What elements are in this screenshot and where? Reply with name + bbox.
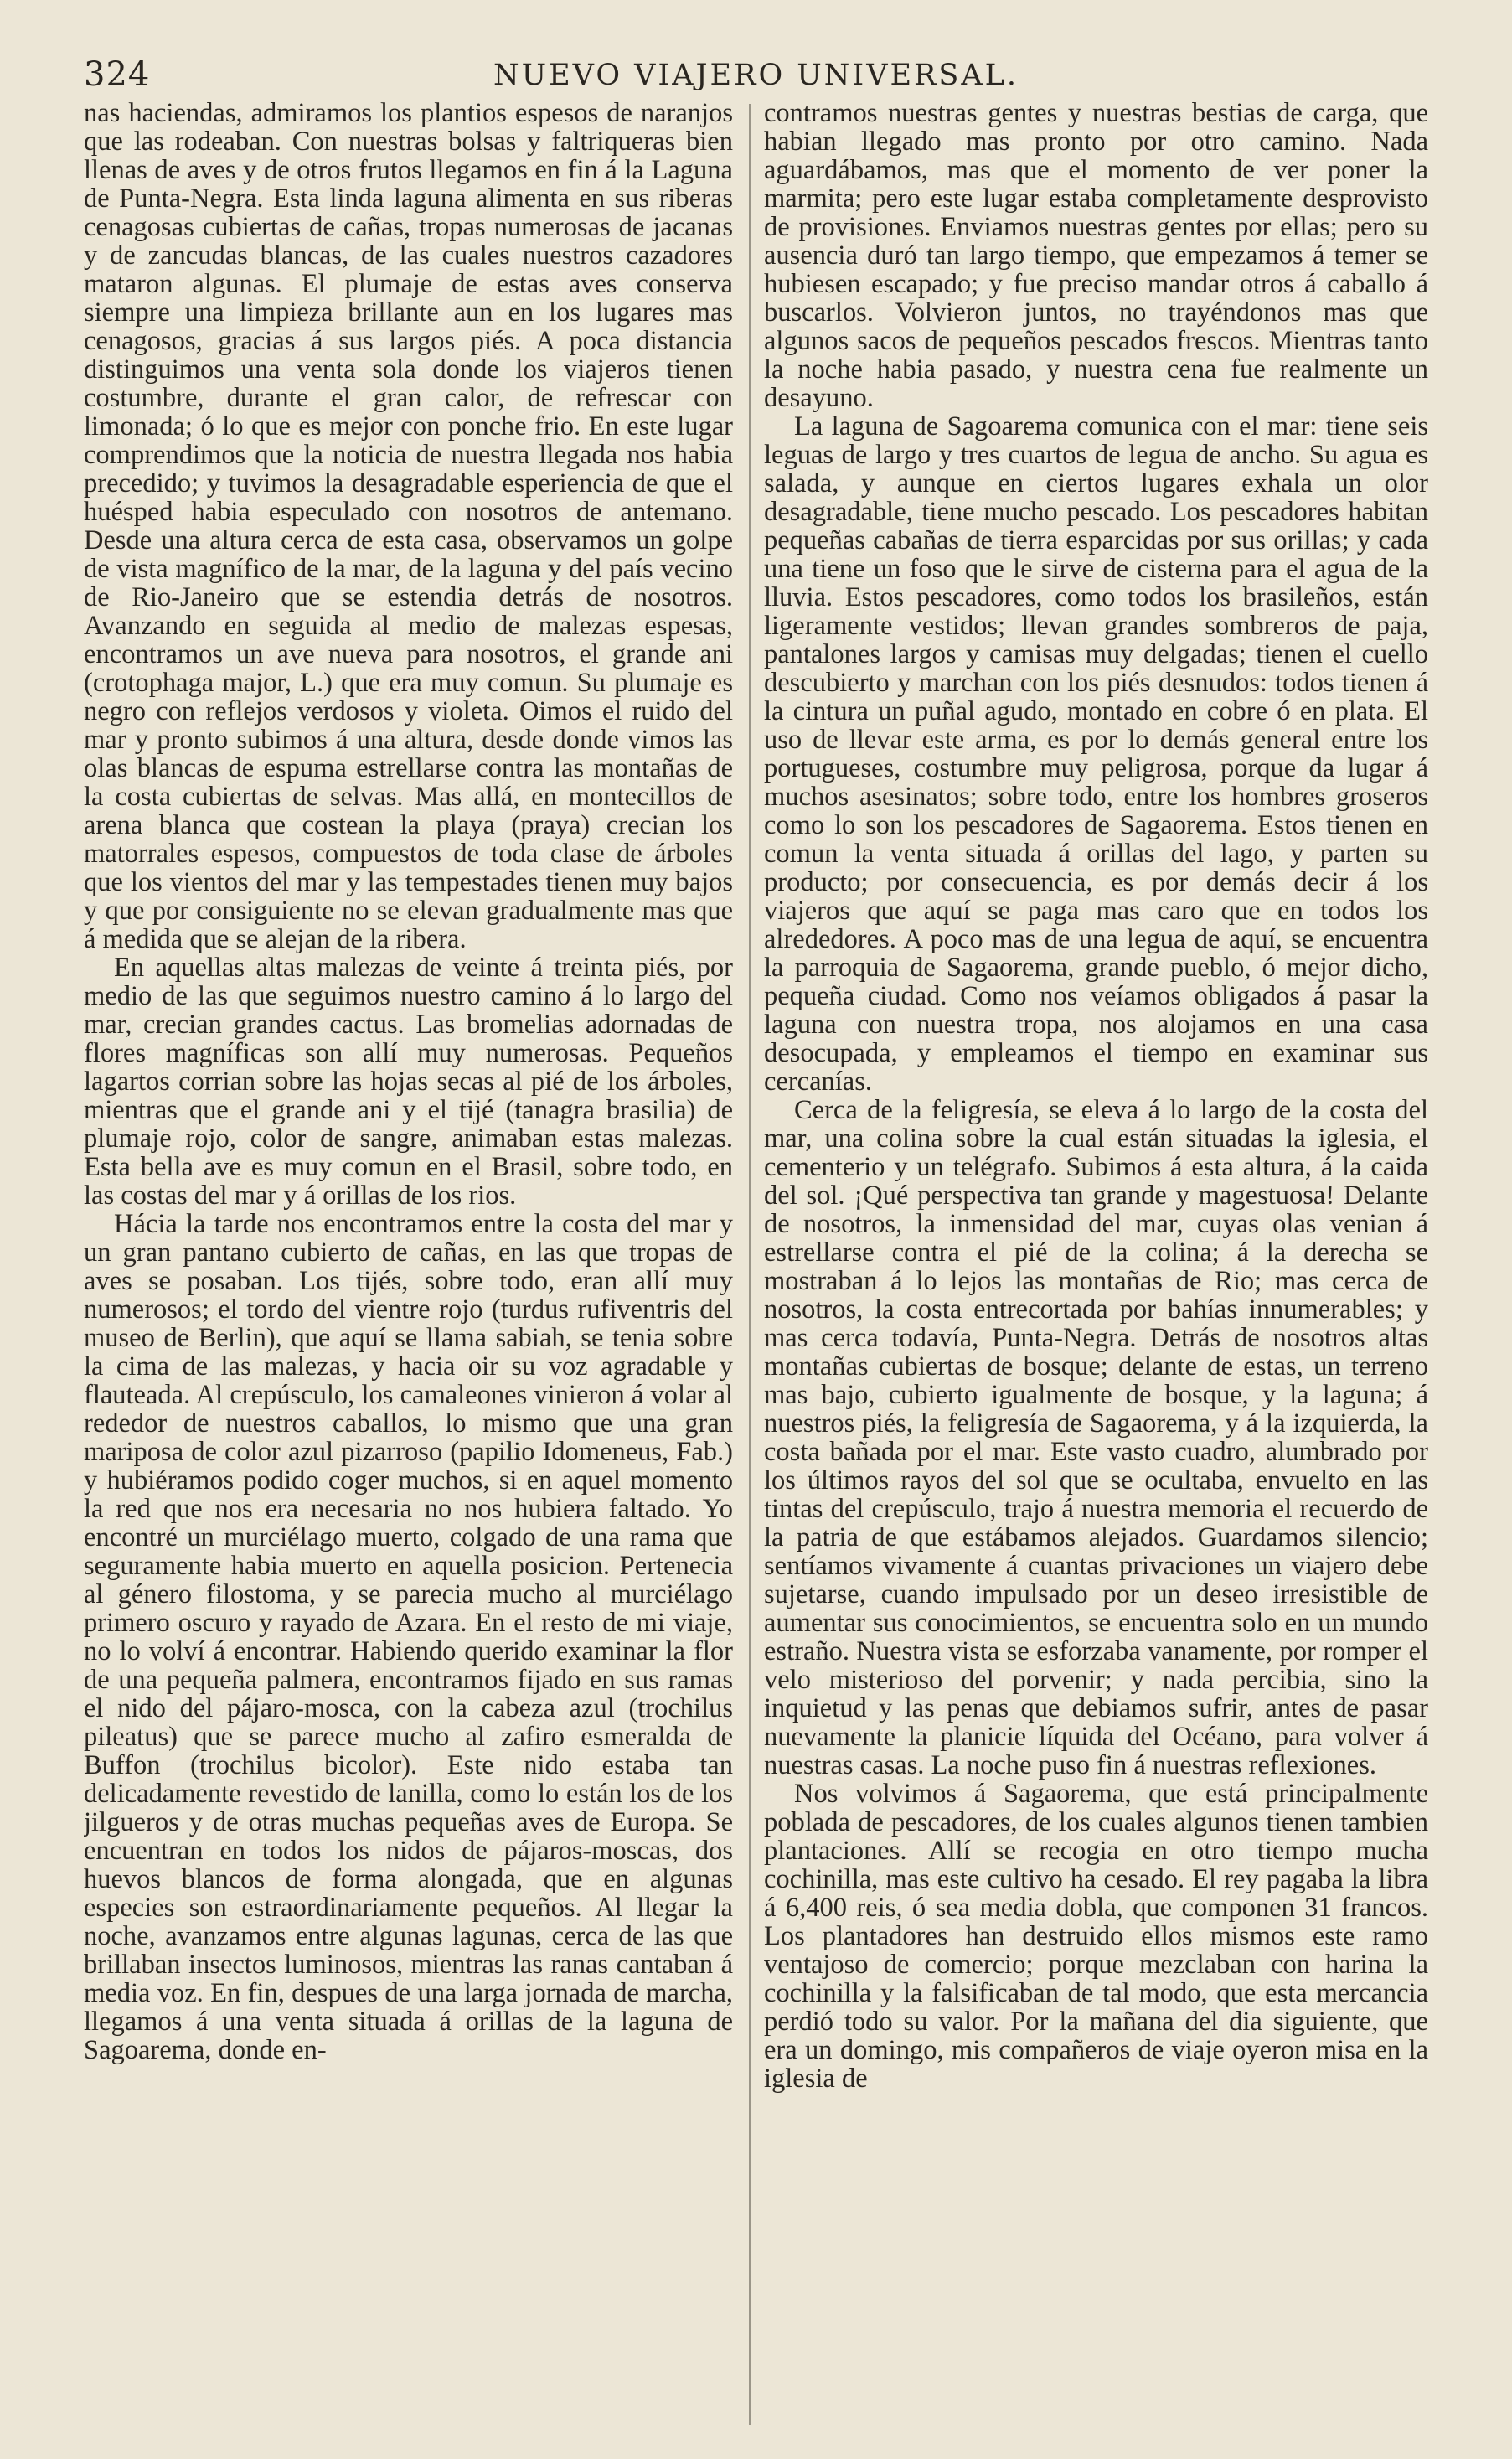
paragraph: La laguna de Sagoarema comunica con el mar: tiene seis leguas de largo y tres cuartos de legua de ancho. Su agua es salada, y aunque en ciertos lugares exhala un olor desagradable, tiene mucho pescado. Los pescadores habitan pequeñas cabañas de tierra esparcidas por sus orillas; y cada una tiene un foso que le sirve de cisterna para el agua de la lluvia. Estos pescadores, como todos los brasileños, están ligeramente vestidos; llevan grandes sombreros de paja, pantalones largos y camisas muy delgadas; tienen el cuello descubierto y marchan con los piés desnudos: todos tienen á la cintura un puñal agudo, montado en cobre ó en plata. El uso de llevar este arma, es por lo demás general entre los portugueses, costumbre muy peligrosa, porque da lugar á muchos asesinatos; sobre todo, entre los hombres groseros como lo son los pescadores de Sagaorema. Estos tienen en comun la venta situada á orillas del lago, y parten su producto; por consecuencia, es por demás decir á los viajeros que aquí se paga mas caro que en todos los alrededores. A poco mas de una legua de aquí, se encuentra la parroquia de Sagaorema, grande pueblo, ó mejor dicho, pequeña ciudad. Como nos veíamos obligados á pasar la laguna con nuestra tropa, nos alojamos en una casa desocupada, y empleamos el tiempo en examinar sus cercanías. [764, 411, 1428, 1097]
paragraph: nas haciendas, admiramos los plantios espesos de naranjos que las rodeaban. Con nuestras bolsas y faltriqueras bien llenas de aves y de otros frutos llegamos en fin á la Laguna de Punta-Negra. Esta linda laguna alimenta en sus riberas cenagosas cubiertas de cañas, tropas numerosas de jacanas y de zancudas blancas, de las cuales nuestros cazadores mataron algunas. El plumaje de estas aves conserva siempre una limpieza brillante aun en los lugares mas cenagosos, gracias á sus largos piés. A poca distancia distinguimos una venta sola donde los viajeros tienen costumbre, durante el gran calor, de refrescar con limonada; ó lo que es mejor con ponche frio. En este lugar comprendimos que la noticia de nuestra llegada nos habia precedido; y tuvimos la desagradable esperiencia de que el huésped habia especulado con nosotros de antemano. Desde una altura cerca de esta casa, observamos un golpe de vista magnífico de la mar, de la laguna y del país vecino de Rio-Janeiro que se estendia detrás de nosotros. Avanzando en seguida al medio de malezas espesas, encontramos un ave nueva para nosotros, el grande ani (crotophaga major, L.) que era muy comun. Su plumaje es negro con reflejos verdosos y violeta. Oimos el ruido del mar y pronto subimos á una altura, desde donde vimos las olas blancas de espuma estrellarse contra las montañas de la costa cubiertas de selvas. Mas allá, en montecillos de arena blanca que costean la playa (praya) crecian los matorrales espesos, compuestos de toda clase de árboles que los vientos del mar y las tempestades tienen muy bajos y que por consiguiente no se elevan gradualmente mas que á medida que se alejan de la ribera. [84, 99, 733, 954]
right-column [764, 99, 1428, 2436]
paragraph: Hácia la tarde nos encontramos entre la costa del mar y un gran pantano cubierto de cañas, en las que tropas de aves se posaban. Los tijés, sobre todo, eran allí muy numerosos; el tordo del vientre rojo (turdus rufiventris del museo de Berlin), que aquí se llama sabiah, se tenia sobre la cima de las malezas, y hacia oir su voz agradable y flauteada. Al crepúsculo, los camaleones vinieron á volar al rededor de nuestros caballos, lo mismo que una gran mariposa de color azul pizarroso (papilio Idomeneus, Fab.) y hubiéramos podido coger muchos, si en aquel momento la red que nos era necesaria no nos hubiera faltado. Yo encontré un murciélago muerto, colgado de una rama que seguramente habia muerto en aquella posicion. Pertenecia al género filostoma, y se parecia mucho al murciélago primero oscuro y rayado de Azara. En el resto de mi viaje, no lo volví á encontrar. Habiendo querido examinar la flor de una pequeña palmera, encontramos fijado en sus ramas el nido del pájaro-mosca, con la cabeza azul (trochilus pileatus) que se parece mucho al zafiro esmeralda de Buffon (trochilus bicolor). Este nido estaba tan delicadamente revestido de lanilla, como lo están los de los jilgueros y de otras muchas pequeñas aves de Europa. Se encuentran en todos los nidos de pájaros-moscas, dos huevos blancos de forma alongada, que en algunas especies son estraordinariamente pequeños. Al llegar la noche, avanzamos entre algunas lagunas, cerca de las que brillaban insectos luminosos, mientras las ranas cantaban á media voz. En fin, despues de una larga jornada de marcha, llegamos á una venta situada á orillas de la laguna de Sagoarema, donde en- [84, 1209, 733, 2065]
paragraph: contramos nuestras gentes y nuestras bestias de carga, que habian llegado mas pronto por otro camino. Nada aguardábamos, mas que el momento de ver poner la marmita; pero este lugar estaba completamente desprovisto de provisiones. Enviamos nuestras gentes por ellas; pero su ausencia duró tan largo tiempo, que empezamos á temer se hubiesen escapado; y fue preciso mandar otros á caballo á buscarlos. Volvieron juntos, no trayéndonos mas que algunos sacos de pequeños pescados frescos. Mientras tanto la noche habia pasado, y nuestra cena fue realmente un desayuno. [764, 99, 1428, 413]
paragraph: Cerca de la feligresía, se eleva á lo largo de la costa del mar, una colina sobre la cual están situadas la iglesia, el cementerio y un telégrafo. Subimos á esta altura, á la caida del sol. ¡Qué perspectiva tan grande y magestuosa! Delante de nosotros, la inmensidad del mar, cuyas olas venian á estrellarse contra el pié de la colina; á la derecha se mostraban á lo lejos las montañas de Rio; mas cerca de nosotros, la costa entrecortada por bahías innumerables; y mas cerca todavía, Punta-Negra. Detrás de nosotros altas montañas cubiertas de bosque; delante de estas, un terreno mas bajo, cubierto igualmente de bosque, y la laguna; á nuestros piés, la feligresía de Sagaorema, y á la izquierda, la costa bañada por el mar. Este vasto cuadro, alumbrado por los últimos rayos del sol que se ocultaba, envuelto en las tintas del crepúsculo, trajo á nuestra memoria el recuerdo de la patria de que estábamos alejados. Guardamos silencio; sentíamos vivamente á cuantas privaciones un viajero debe sujetarse, cuando impulsado por un deseo irresistible de aumentar sus conocimientos, se encuentra solo en un mundo estraño. Nuestra vista se esforzaba vanamente, por romper el velo misterioso del porvenir; y nada percibia, sino la inquietud y las penas que debiamos sufrir, antes de pasar nuevamente la planicie líquida del Océano, para volver á nuestras casas. La noche puso fin á nuestras reflexiones. [764, 1095, 1428, 1780]
column-divider [749, 104, 751, 2425]
left-column [84, 99, 733, 2436]
text-columns [84, 99, 1428, 2436]
running-head [84, 55, 1428, 94]
page-number: 324 [84, 55, 151, 94]
paragraph: Nos volvimos á Sagaorema, que está principalmente poblada de pescadores, de los cuales algunos tienen tambien plantaciones. Allí se recogia en otro tiempo mucha cochinilla, mas este cultivo ha cesado. El rey pagaba la libra á 6,400 reis, ó sea media dobla, que componen 31 francos. Los plantadores han destruido ellos mismos este ramo ventajoso de comercio; porque mezclaban con harina la cochinilla y la falsificaban de tal modo, que esta mercancia perdió todo su valor. Por la mañana del dia siguiente, que era un domingo, mis compañeros de viaje oyeron misa en la iglesia de [764, 1779, 1428, 2094]
running-title: NUEVO VIAJERO UNIVERSAL. [493, 59, 1019, 92]
paragraph: En aquellas altas malezas de veinte á treinta piés, por medio de las que seguimos nuestro camino á lo largo del mar, crecian grandes cactus. Las bromelias adornadas de flores magníficas son allí muy numerosas. Pequeños lagartos corrian sobre las hojas secas al pié de los árboles, mientras que el grande ani y el tijé (tanagra brasilia) de plumaje rojo, color de sangre, animaban estas malezas. Esta bella ave es muy comun en el Brasil, sobre todo, en las costas del mar y á orillas de los rios. [84, 953, 733, 1211]
